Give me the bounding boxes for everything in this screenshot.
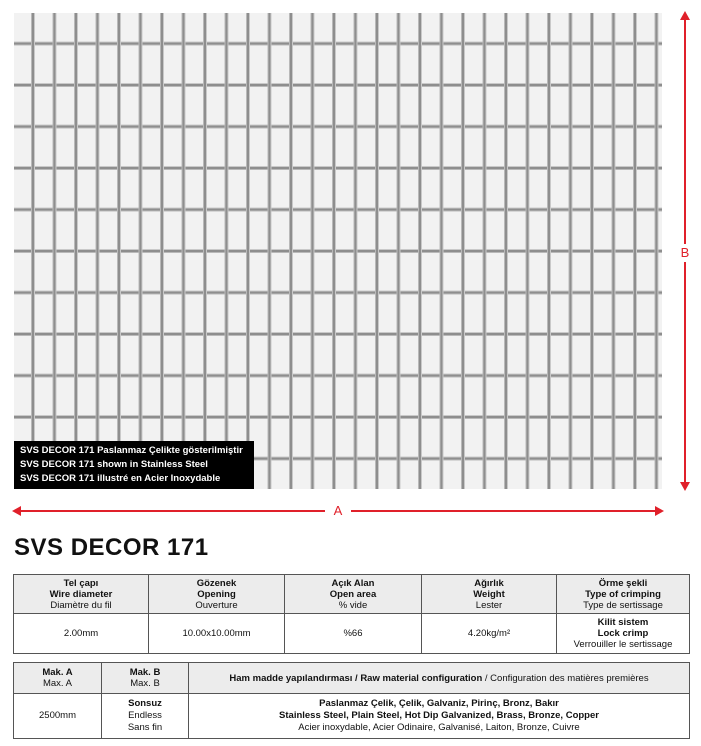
wire-mesh-image: [14, 13, 662, 489]
caption-line-en: SVS DECOR 171 shown in Stainless Steel: [20, 459, 208, 470]
max-b-value: Sonsuz Endless Sans fin: [102, 694, 189, 739]
arrow-right-icon: [655, 506, 664, 516]
header-opening: Gözenek Opening Ouverture: [149, 575, 285, 614]
material-value: Paslanmaz Çelik, Çelik, Galvaniz, Pirinç, Bronz, Bakır Stainless Steel, Plain Steel, Hot Dip Galvanized, Brass, Bronze, Copper Acier inoxydable, Acier Odinaire, Galvanisé, Laiton, Bronze, Cuivre: [189, 694, 690, 739]
caption-line-fr: SVS DECOR 171 illustré en Acier Inoxydable: [20, 473, 221, 484]
header-material: Ham madde yapılandırması / Raw material configuration / Configuration des matières premières: [189, 663, 690, 694]
image-caption: [14, 441, 254, 489]
header-max-b: Mak. B Max. B: [102, 663, 189, 694]
header-open-area: Açık Alan Open area % vide: [285, 575, 422, 614]
spec-table: [13, 574, 690, 654]
open-area-value: %66: [285, 614, 422, 654]
caption-line-tr: SVS DECOR 171 Paslanmaz Çelikte gösterilmiştir: [20, 445, 243, 456]
arrow-down-icon: [680, 482, 690, 491]
dimension-b-label: B: [677, 244, 693, 262]
max-a-value: 2500mm: [14, 694, 102, 739]
header-crimping: Örme şekli Type of crimping Type de sertissage: [557, 575, 690, 614]
header-max-a: Mak. A Max. A: [14, 663, 102, 694]
size-header-row: [14, 663, 690, 694]
header-weight: Ağırlık Weight Lester: [422, 575, 557, 614]
size-value-row: [14, 694, 690, 739]
wire-diameter-value: 2.00mm: [14, 614, 149, 654]
size-material-table: [13, 662, 690, 739]
product-title: SVS DECOR 171: [14, 534, 209, 561]
dimension-a-label: A: [325, 502, 351, 520]
crimping-value: Kilit sistem Lock crimp Verrouiller le sertissage: [557, 614, 690, 654]
spec-value-row: [14, 614, 690, 654]
spec-header-row: [14, 575, 690, 614]
header-wire-diameter: Tel çapı Wire diameter Diamètre du fil: [14, 575, 149, 614]
weight-value: 4.20kg/m²: [422, 614, 557, 654]
opening-value: 10.00x10.00mm: [149, 614, 285, 654]
